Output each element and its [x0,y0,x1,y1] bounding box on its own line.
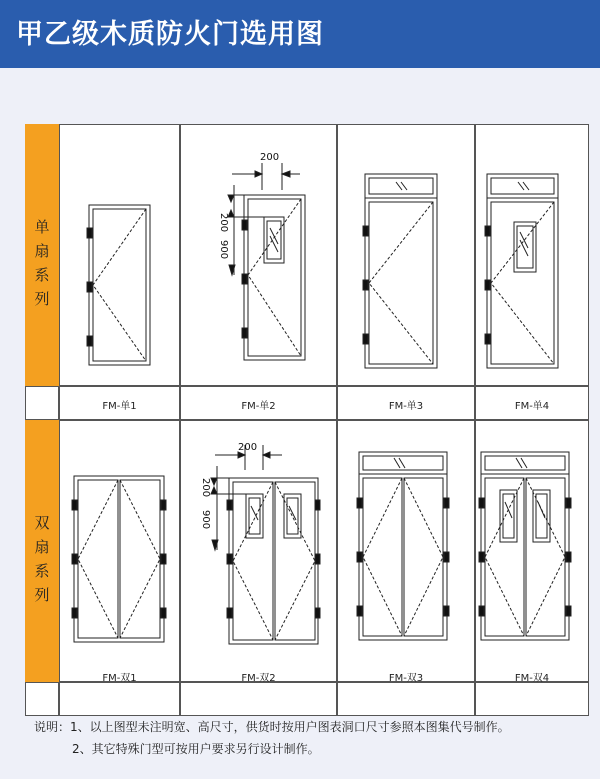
dim-height-large-top: 900 [218,240,229,260]
door-label-fm-dan1: FM-单1 [102,401,137,412]
door-label-fm-shuang4: FM-双4 [514,673,550,684]
door-fm-shuang2 [211,445,320,644]
door-label-fm-dan2: FM-单2 [241,401,276,412]
door-fm-dan2 [228,163,305,360]
door-fm-dan1 [87,205,150,365]
dim-height-small-top: 200 [218,213,229,233]
dim-height-small-bottom: 200 [200,478,211,498]
side-label-single: 单 扇 系 列 [25,124,59,386]
side-label-double: 双 扇 系 列 [25,420,59,682]
door-label-fm-dan3: FM-单3 [388,401,424,412]
dim-height-large-bottom: 900 [200,510,211,530]
note-line-1: 说明：1、以上图型未注明宽、高尺寸，供货时按用户图表洞口尺寸参照本图集代号制作。 [34,720,510,734]
dim-width-top: 200 [260,152,280,163]
door-label-fm-dan4: FM-单4 [514,401,550,412]
dim-width-bottom: 200 [238,442,258,453]
door-fm-shuang1 [72,476,166,642]
door-fm-shuang4 [479,452,571,640]
door-label-fm-shuang2: FM-双2 [241,673,276,684]
door-label-fm-shuang1: FM-双1 [102,673,137,684]
note-line-2: 2、其它特殊门型可按用户要求另行设计制作。 [72,742,320,756]
page-title: 甲乙级木质防火门选用图 [16,19,324,50]
door-fm-dan4 [485,174,558,368]
door-fm-dan3 [363,174,437,368]
door-label-fm-shuang3: FM-双3 [388,673,424,684]
door-fm-shuang3 [357,452,449,640]
